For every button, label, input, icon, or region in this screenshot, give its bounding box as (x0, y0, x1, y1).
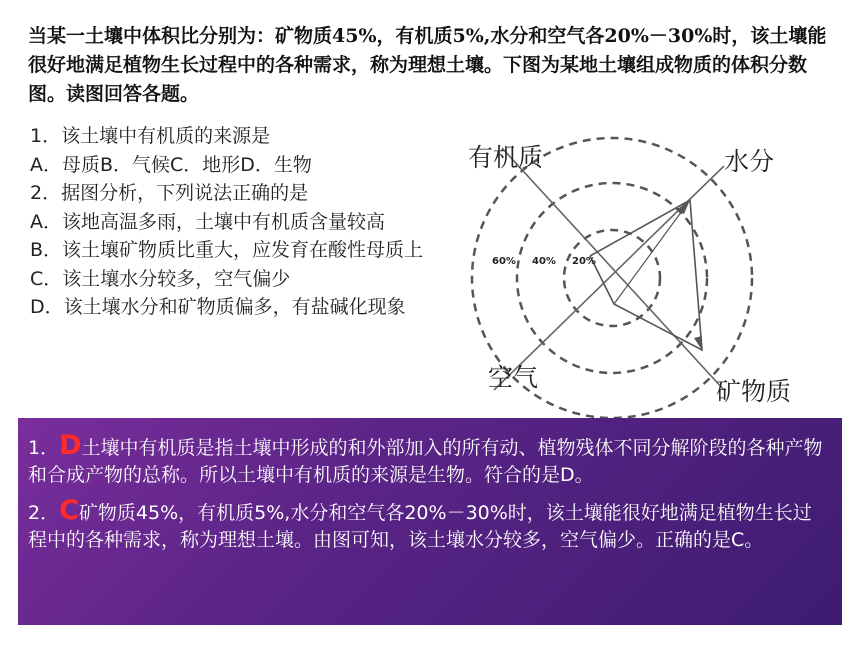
question-2-option-b: B．该土壤矿物质比重大，应发育在酸性母质上 (30, 239, 424, 261)
questions-block (30, 122, 442, 322)
answer-2 (28, 497, 826, 554)
answer-2-letter: C (59, 495, 79, 526)
question-2: 2．据图分析，下列说法正确的是 (30, 182, 309, 204)
answer-panel (18, 418, 842, 625)
answer-2-prefix: 2． (28, 502, 60, 524)
answer-1-prefix: 1． (28, 437, 60, 459)
intro-paragraph: 当某一土壤中体积比分别为：矿物质45%，有机质5%,水分和空气各20%－30%时，该土壤能很好地满足植物生长过程中的各种需求，称为理想土壤。下图为某地土壤组成物质的体积分数图。读图回答各题。 (28, 25, 827, 105)
axis-organic-air (497, 173, 507, 368)
label-air: 空气 (488, 363, 539, 392)
question-1-options: A．母质B．气候C．地形D．生物 (30, 153, 312, 176)
label-mineral: 矿物质 (716, 377, 792, 406)
axis-diagonal-1 (502, 148, 724, 390)
answer-1 (28, 432, 826, 489)
question-2-option-c: C．该土壤水分较多，空气偏少 (30, 267, 291, 290)
ring-label-20: 20% (572, 256, 596, 267)
soil-composition-diagram (462, 128, 802, 418)
question-2-option-d: D．该土壤水分和矿物质偏多，有盐碱化现象 (30, 296, 406, 318)
question-2-option-a: A．该地高温多雨，土壤中有机质含量较高 (30, 210, 385, 233)
ring-middle (517, 183, 707, 373)
soil-polygon (590, 200, 702, 350)
answer-1-letter: D (59, 430, 82, 461)
label-water: 水分 (724, 147, 775, 176)
ring-label-60: 60% (492, 256, 516, 267)
ring-label-40: 40% (532, 256, 556, 267)
answer-2-text: 矿物质45%，有机质5%,水分和空气各20%－30%时，该土壤能很好地满足植物生长过程中的各种需求，称为理想土壤。由图可知，该土壤水分较多，空气偏少。正确的是C。 (28, 502, 812, 551)
polygon-inner-line (614, 200, 690, 304)
question-1: 1．该土壤中有机质的来源是 (30, 125, 271, 147)
answer-1-text: 土壤中有机质是指土壤中形成的和外部加入的所有动、植物残体不同分解阶段的各种产物和合成产物的总称。所以土壤中有机质的来源是生物。符合的是D。 (28, 437, 823, 486)
label-organic: 有机质 (468, 143, 544, 172)
